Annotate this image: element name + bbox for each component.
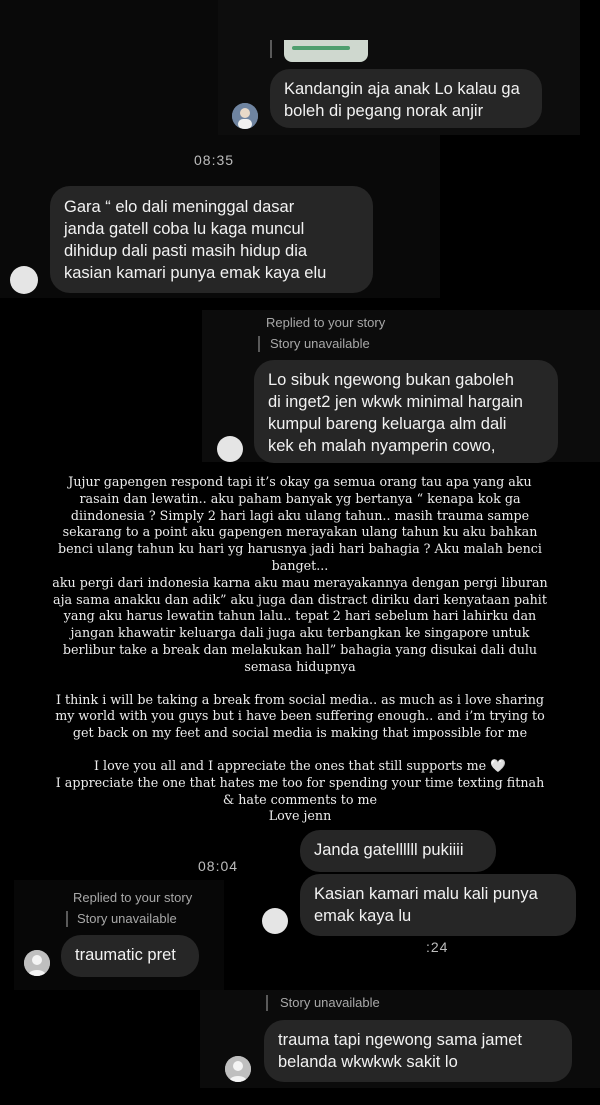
statement-text <box>40 474 560 825</box>
message-text: Gara “ elo dali meninggal dasar janda gatell coba lu kaga muncul dihidup dali pasti masih hidup dia kasian kamari punya emak kaya elu <box>64 198 327 282</box>
story-unavailable-label: Story unavailable <box>270 336 370 351</box>
default-avatar-icon <box>24 950 50 976</box>
replied-label: Replied to your story <box>73 890 193 905</box>
statement-paragraph: I think i will be taking a break from social media.. as much as i love sharing my world with you guys but i have been suffering enough.. and i’m trying to get back on my feet and social media is making that impossible for me <box>55 691 545 741</box>
story-unavailable-label: Story unavailable <box>77 911 177 926</box>
sender-avatar[interactable] <box>24 950 50 976</box>
statement-paragraph: I love you all and I appreciate the ones that still supports me 🤍 I appreciate the one that hates me too for spending your time texting fitnah & hate comments to me Love jenn <box>55 757 545 824</box>
message-bubble[interactable] <box>61 935 199 977</box>
message-text: Lo sibuk ngewong bukan gaboleh di inget2 jen wkwk minimal hargain kumpul bareng keluarga alm dali kek eh malah nyamperin cowo, <box>268 371 523 455</box>
message-bubble[interactable] <box>50 186 373 293</box>
timestamp-partial: :24 <box>426 939 449 955</box>
message-bubble[interactable] <box>300 874 576 936</box>
message-bubble[interactable] <box>270 69 542 128</box>
profile-photo-icon <box>232 103 258 129</box>
sender-avatar[interactable] <box>232 103 258 129</box>
message-bubble[interactable] <box>254 360 558 463</box>
reply-quote-bar <box>66 911 68 927</box>
message-bubble[interactable] <box>264 1020 572 1082</box>
sender-avatar[interactable] <box>217 436 243 462</box>
message-text: Janda gatellllll pukiiii <box>314 841 464 859</box>
sender-avatar[interactable] <box>225 1056 251 1082</box>
message-text: trauma tapi ngewong sama jamet belanda wkwkwk sakit lo <box>278 1031 522 1071</box>
reply-quote-bar <box>266 995 268 1011</box>
timestamp: 08:35 <box>194 152 235 168</box>
statement-paragraph: Jujur gapengen respond tapi it’s okay ga semua orang tau apa yang aku rasain dan lewatin.. aku paham banyak yg bertanya “ kenapa kok ga diindonesia ? Simply 2 hari lagi aku ulang tahun.. masih trauma sampe sekarang to a point aku gapengen merayakan ulang tahun ku aku bahkan benci ulang tahun ku hari yg harusnya jadi hari bahagia ? Aku malah benci banget... aku pergi dari indonesia karna aku mau merayakannya dengan pergi liburan aja sama anakku dan adik” aku juga dan distract diriku dari kenyataan pahit yang aku harus lewatin tahun lalu.. tepat 2 hari sebelum hari lahirku dan jangan khawatir keluarga dali juga aku terbangkan ke singapore untuk berlibur take a break dan melakukan hall” bahagia yang disukai dali dulu semasa hidupnya <box>52 474 548 674</box>
message-text: traumatic pret <box>75 946 176 964</box>
message-text: Kandangin aja anak Lo kalau ga boleh di pegang norak anjir <box>284 80 520 120</box>
reply-quote-bar <box>270 40 272 58</box>
message-text: Kasian kamari malu kali punya emak kaya lu <box>314 885 538 925</box>
replied-label: Replied to your story <box>266 315 386 330</box>
shared-image-thumbnail[interactable] <box>284 40 368 62</box>
sender-avatar[interactable] <box>262 908 288 934</box>
timestamp: 08:04 <box>198 858 239 874</box>
default-avatar-icon <box>225 1056 251 1082</box>
reply-quote-bar <box>258 336 260 352</box>
message-bubble[interactable] <box>300 830 496 872</box>
sender-avatar[interactable] <box>10 266 38 294</box>
story-unavailable-label: Story unavailable <box>280 995 380 1010</box>
